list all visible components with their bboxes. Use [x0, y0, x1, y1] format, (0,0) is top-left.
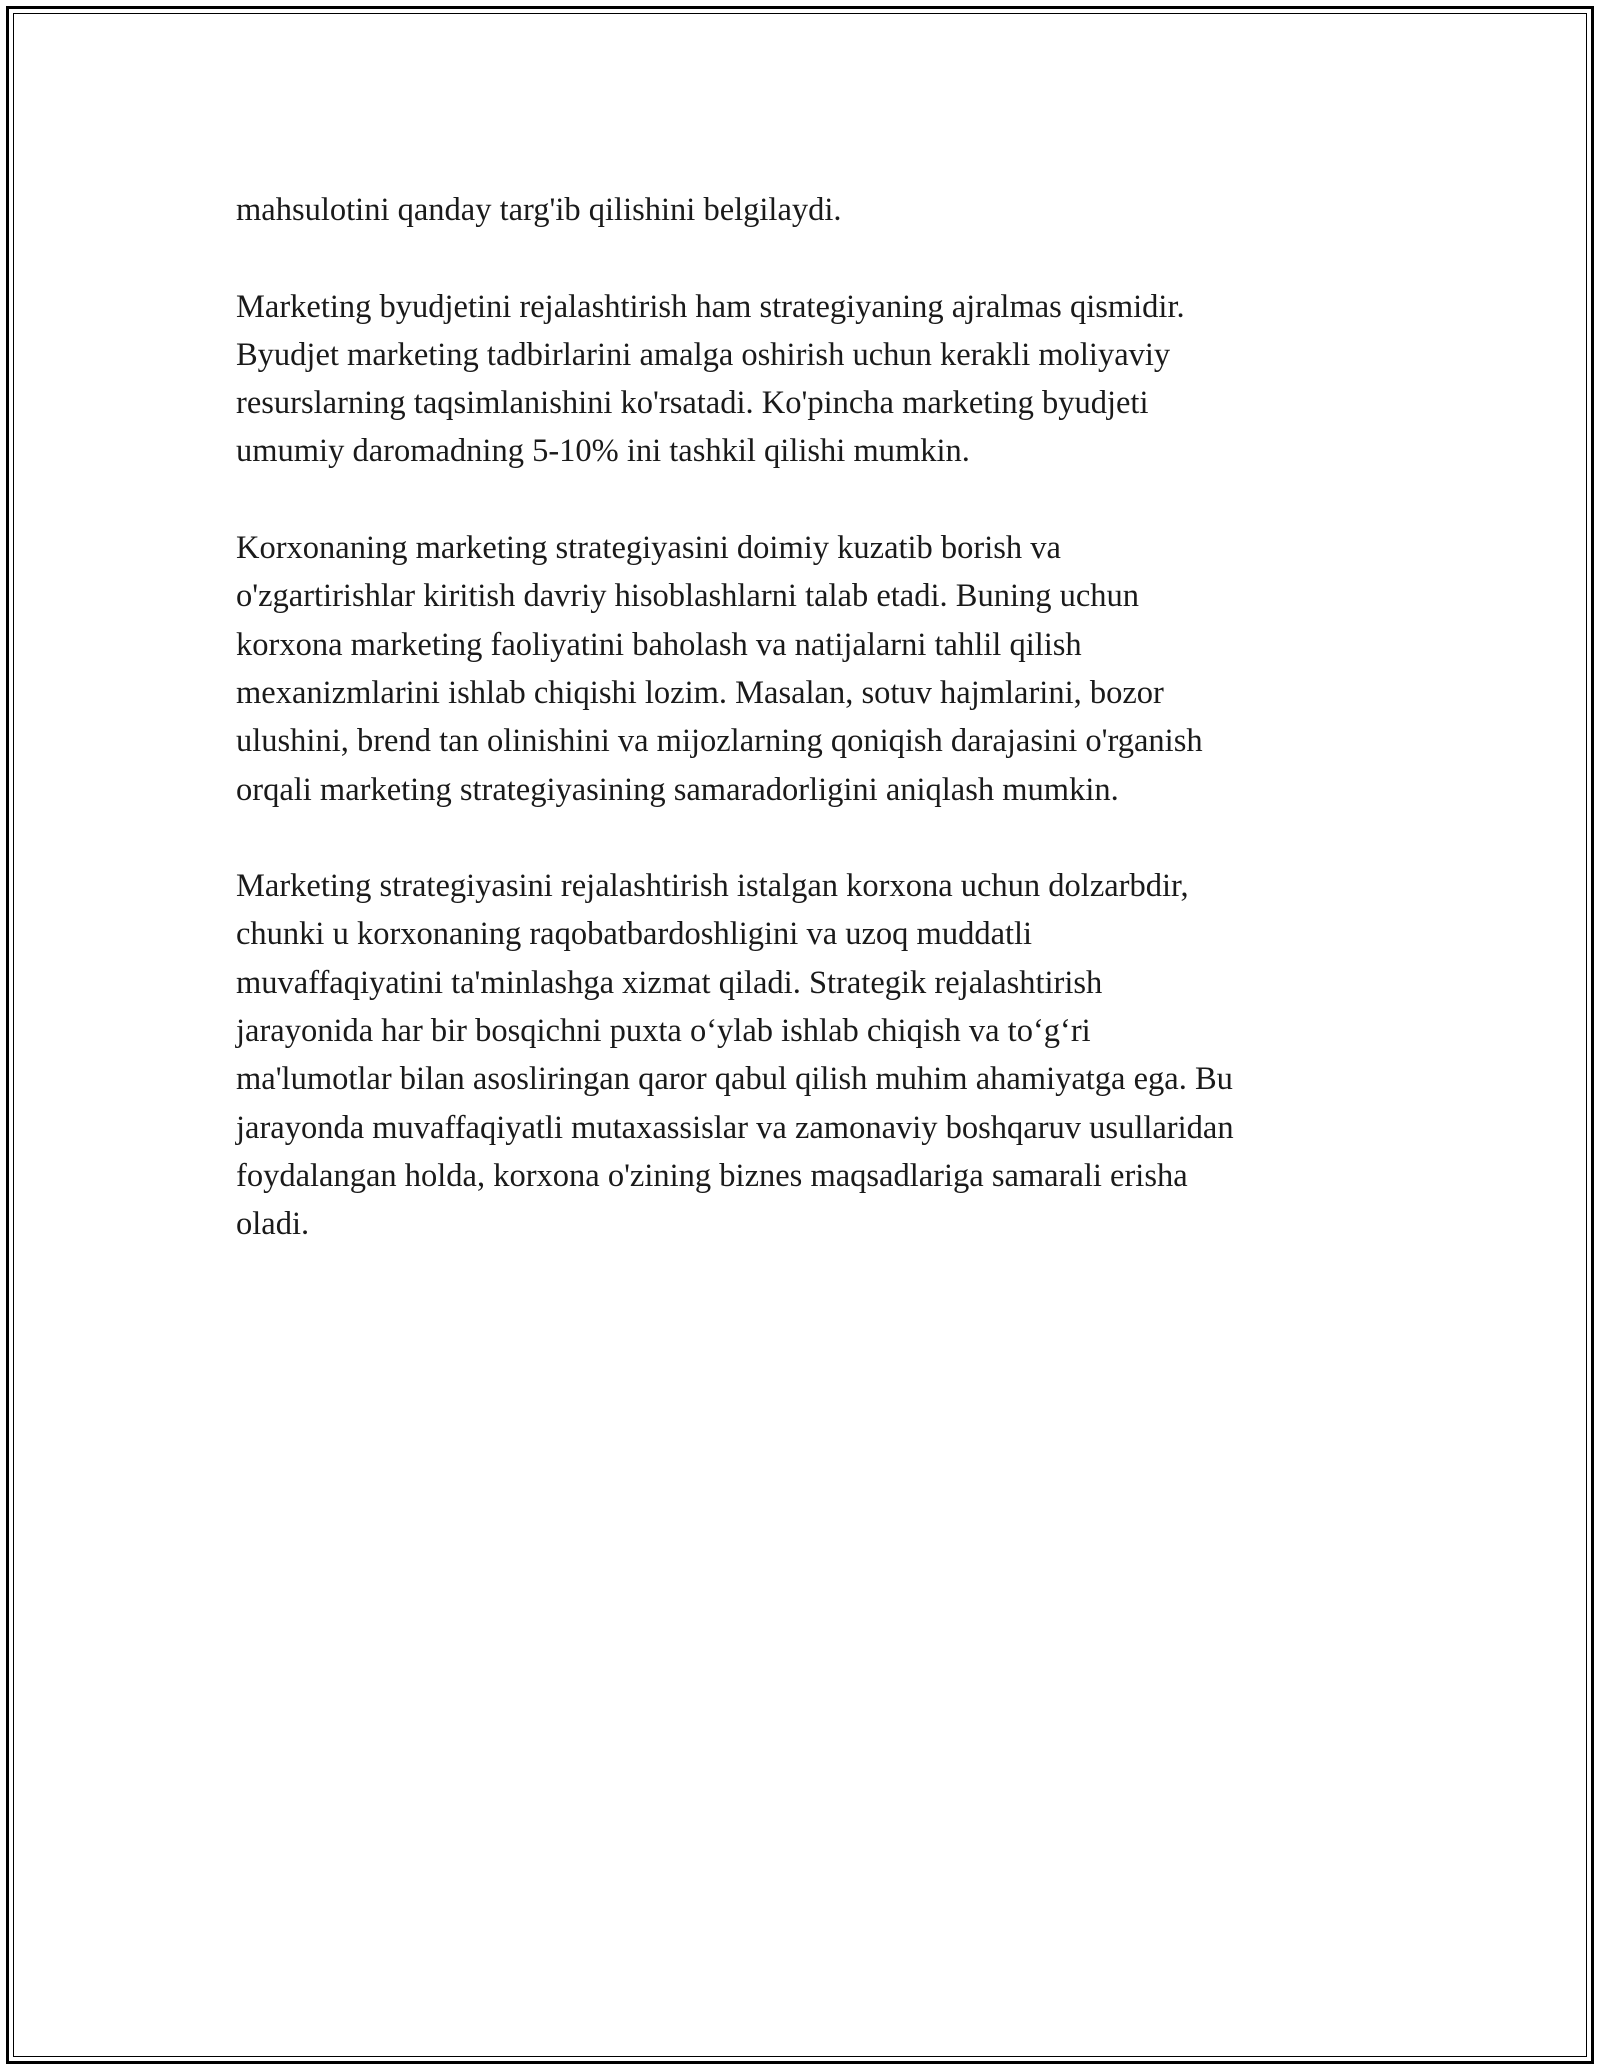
paragraph-1 [236, 186, 1386, 234]
text-line: Marketing strategiyasini rejalashtirish istalgan korxona uchun dolzarbdir, [236, 868, 1189, 905]
text-line: resurslarning taqsimlanishini ko'rsatadi. Ko'pincha marketing byudjeti [236, 385, 1149, 422]
text-line: oladi. [236, 1206, 310, 1243]
text-line: korxona marketing faoliyatini baholash va natijalarni tahlil qilish [236, 626, 1082, 663]
text-line: Byudjet marketing tadbirlarini amalga oshirish uchun kerakli moliyaviy [236, 336, 1171, 373]
paragraph-3 [236, 524, 1386, 814]
text-line: orqali marketing strategiyasining samaradorligini aniqlash mumkin. [236, 771, 1119, 808]
text-line: ulushini, brend tan olinishini va mijozlarning qoniqish darajasini o'rganish [236, 723, 1203, 760]
text-line: jarayonida har bir bosqichni puxta o‘ylab ishlab chiqish va to‘g‘ri [236, 1013, 1091, 1050]
text-line: chunki u korxonaning raqobatbardoshligini va uzoq muddatli [236, 916, 1033, 953]
text-line: Korxonaning marketing strategiyasini doimiy kuzatib borish va [236, 530, 1061, 567]
text-line: o'zgartirishlar kiritish davriy hisoblashlarni talab etadi. Buning uchun [236, 578, 1140, 615]
text-line: Marketing byudjetini rejalashtirish ham strategiyaning ajralmas qismidir. [236, 288, 1185, 325]
text-line: umumiy daromadning 5-10% ini tashkil qilishi mumkin. [236, 433, 970, 470]
text-line: mexanizmlarini ishlab chiqishi lozim. Masalan, sotuv hajmlarini, bozor [236, 674, 1164, 711]
paragraph-4 [236, 862, 1386, 1248]
text-line: mahsulotini qanday targ'ib qilishini belgilaydi. [236, 192, 842, 228]
text-line: muvaffaqiyatini ta'minlashga xizmat qiladi. Strategik rejalashtirish [236, 964, 1103, 1001]
text-line: foydalangan holda, korxona o'zining biznes maqsadlariga samarali erisha [236, 1157, 1188, 1194]
document-body [236, 186, 1386, 1297]
text-line: ma'lumotlar bilan asosliringan qaror qabul qilish muhim ahamiyatga ega. Bu [236, 1061, 1233, 1098]
paragraph-2 [236, 283, 1386, 476]
text-line: jarayonda muvaffaqiyatli mutaxassislar va zamonaviy boshqaruv usullaridan [236, 1109, 1234, 1146]
